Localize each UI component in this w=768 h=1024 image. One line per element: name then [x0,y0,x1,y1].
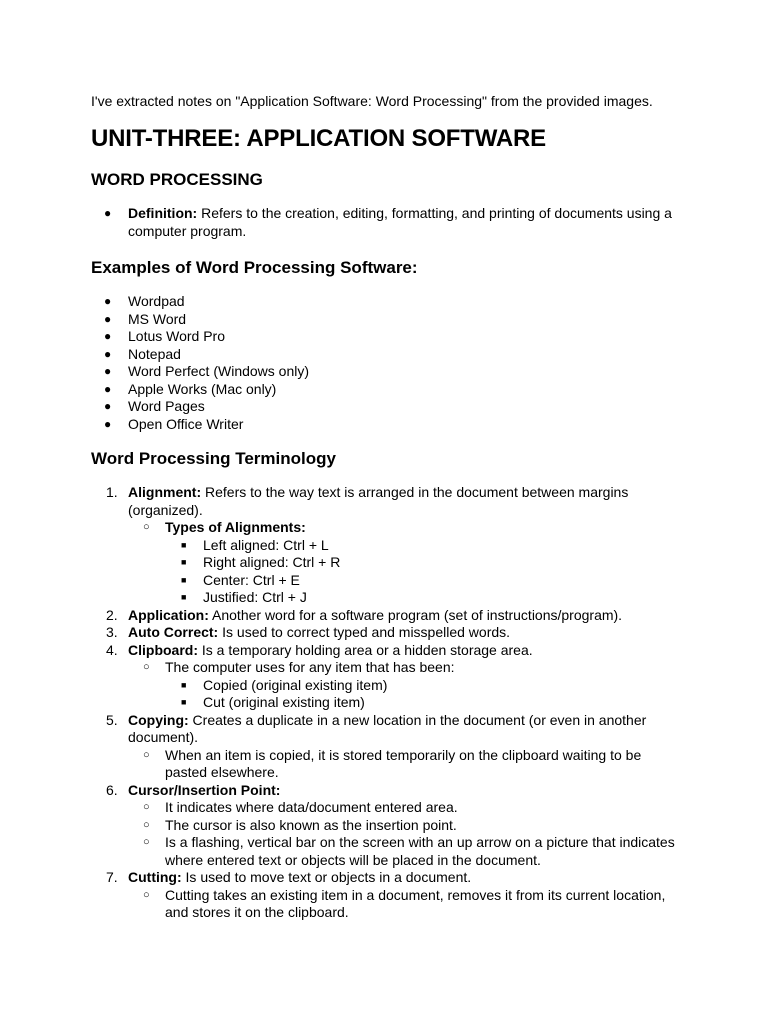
term-text: Creates a duplicate in a new location in the document (or even in another document). [128,711,647,745]
definition-list [91,205,681,240]
circle-marker: ○ [143,521,150,533]
sub-text: The cursor is also known as the insertion point. [165,816,457,833]
sub-label: Types of Alignments: [165,519,306,535]
bullet-marker: ● [104,381,112,396]
sub-sub-item [91,554,681,572]
sub-item [91,887,681,922]
list-item [91,293,681,311]
terminology-heading: Word Processing Terminology [91,449,336,468]
sub-list [91,659,681,712]
unit-title: UNIT-THREE: APPLICATION SOFTWARE [91,125,546,152]
sub-text: When an item is copied, it is stored temporarily on the clipboard waiting to be pasted elsewhere. [165,746,642,780]
list-item [91,328,681,346]
example-label: Word Pages [128,398,205,414]
list-item [91,416,681,434]
sub-text: Cutting takes an existing item in a document, removes it from its current location, and stores it on the clipboard. [165,886,666,920]
square-marker: ■ [181,697,187,707]
definition-text: Refers to the creation, editing, formatting, and printing of documents using a computer program. [128,205,672,239]
term-text: Is a temporary holding area or a hidden storage area. [201,641,533,658]
term-text: Another word for a software program (set of instructions/program). [212,606,623,623]
intro-text: I've extracted notes on "Application Software: Word Processing" from the provided images. [91,93,653,109]
square-marker: ■ [181,592,187,602]
alignment-type: Left aligned: Ctrl + L [203,536,329,553]
clipboard-source: Cut (original existing item) [203,694,365,710]
number-marker: 5. [106,711,118,728]
bullet-marker: ● [104,364,112,378]
square-marker: ■ [181,574,187,585]
term-copying [91,712,681,747]
sub-item [91,817,681,835]
sub-list [91,747,681,782]
term-label: Copying: [128,711,189,728]
word-processing-heading: WORD PROCESSING [91,170,263,189]
number-marker: 1. [106,484,118,500]
number-marker: 4. [106,641,118,658]
term-label: Cursor/Insertion Point: [128,781,281,798]
example-label: Word Perfect (Windows only) [128,363,310,379]
bullet-marker: ● [104,416,112,431]
term-cutting [91,869,681,887]
number-marker: 6. [106,781,118,798]
circle-marker: ○ [143,888,150,901]
sub-list [91,519,681,607]
circle-marker: ○ [143,801,150,813]
number-marker: 2. [106,606,118,623]
bullet-marker: ● [104,311,112,326]
square-marker: ■ [181,557,187,567]
list-item [91,398,681,416]
list-item [91,363,681,381]
term-label: Cutting: [128,869,182,885]
sub-item [91,519,681,537]
term-text: Refers to the way text is arranged in the document between margins (organized). [128,484,629,518]
circle-marker: ○ [143,748,150,761]
term-alignment [91,484,681,519]
alignment-type: Justified: Ctrl + J [203,589,307,605]
sub-sub-item [91,537,681,555]
list-item [91,381,681,399]
term-auto-correct [91,624,681,642]
example-label: Notepad [128,345,181,362]
bullet-marker: ● [104,329,112,343]
number-marker: 7. [106,869,118,885]
example-label: Lotus Word Pro [128,328,226,344]
sub-text: Is a flashing, vertical bar on the screen with an up arrow on a picture that indicates where entered text or objects will be placed in the document. [165,834,675,868]
example-label: Apple Works (Mac only) [128,380,277,397]
bullet-marker: ● [104,294,112,308]
sub-sub-item [91,677,681,695]
examples-heading: Examples of Word Processing Software: [91,258,418,277]
alignment-type: Right aligned: Ctrl + R [203,554,341,570]
sub-sub-item [91,589,681,607]
list-item [91,346,681,364]
square-marker: ■ [181,539,187,550]
bullet-marker: ● [104,346,112,361]
sub-list [91,887,681,922]
examples-list [91,293,681,433]
term-label: Alignment: [128,484,202,500]
clipboard-source: Copied (original existing item) [203,676,388,693]
term-label: Application: [128,606,209,623]
term-text: Is used to move text or objects in a document. [185,869,472,885]
sub-item [91,747,681,782]
alignment-type: Center: Ctrl + E [203,571,300,588]
sub-item [91,799,681,817]
sub-sub-item [91,572,681,590]
term-label: Auto Correct: [128,624,219,640]
sub-list [91,799,681,869]
example-label: Wordpad [128,293,185,309]
square-marker: ■ [181,679,187,690]
term-cursor [91,782,681,800]
sub-item [91,659,681,677]
definition-item [91,205,681,240]
bullet-marker: ● [104,206,112,220]
term-clipboard [91,642,681,660]
terminology-list [91,484,681,922]
definition-term: Definition: [128,205,198,221]
term-text: Is used to correct typed and misspelled words. [222,624,511,640]
term-application [91,607,681,625]
sub-text: The computer uses for any item that has been: [165,659,455,675]
circle-marker: ○ [143,818,150,831]
example-label: Open Office Writer [128,415,244,432]
sub-text: It indicates where data/document entered area. [165,799,458,815]
sub-item [91,834,681,869]
example-label: MS Word [128,310,187,327]
number-marker: 3. [106,624,118,640]
term-label: Clipboard: [128,641,198,658]
bullet-marker: ● [104,399,112,413]
circle-marker: ○ [143,661,150,673]
circle-marker: ○ [143,836,150,848]
list-item [91,311,681,329]
sub-sub-item [91,694,681,712]
